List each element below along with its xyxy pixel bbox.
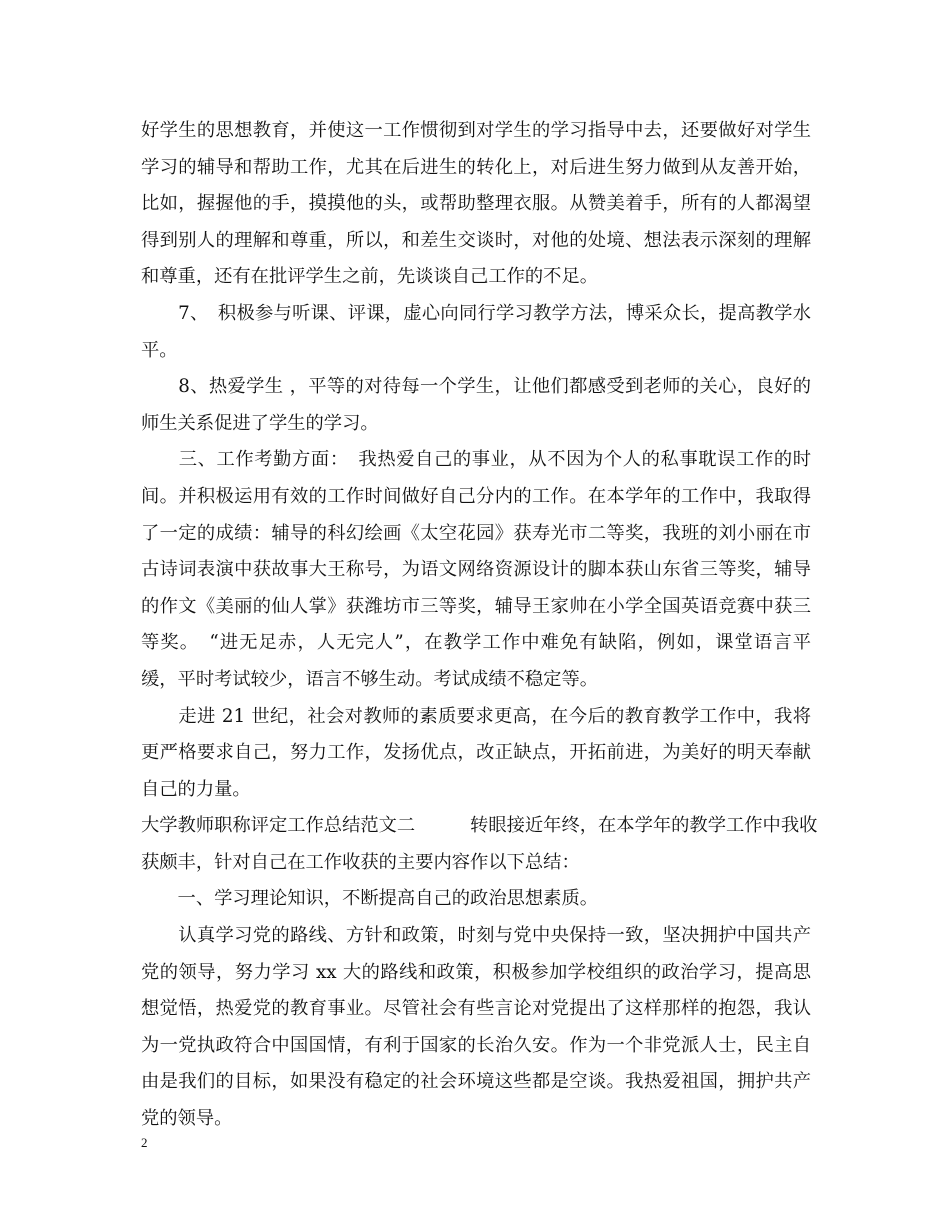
text-line: 认真学习党的路线、方针和政策，时刻与党中央保持一致，坚决拥护中国共产 — [141, 925, 811, 947]
text-line: 为一党执政符合中国国情，有利于国家的长治久安。作为一个非党派人士，民主自 — [141, 1034, 811, 1056]
text-line: 大学教师职称评定工作总结范文二 转眼接近年终，在本学年的教学工作中我收 — [141, 815, 818, 837]
text-line: 古诗词表演中获故事大王称号，为语文网络资源设计的脚本获山东省三等奖，辅导 — [141, 559, 811, 581]
text-line: 由是我们的目标，如果没有稳定的社会环境这些都是空谈。我热爱祖国，拥护共产 — [141, 1071, 811, 1093]
text-line: 想觉悟，热爱党的教育事业。尽管社会有些言论对党提出了这样那样的抱怨，我认 — [141, 998, 811, 1020]
page-number: 2 — [141, 1135, 148, 1150]
paragraph-item-7 — [141, 296, 811, 369]
text-line: 更严格要求自己，努力工作，发扬优点，改正缺点，开拓前进，为美好的明天奉献 — [141, 742, 811, 764]
text-line: 得到别人的理解和尊重，所以，和差生交谈时，对他的处境、想法表示深刻的理解 — [141, 229, 811, 251]
text-line: 间。并积极运用有效的工作时间做好自己分内的工作。在本学年的工作中，我取得 — [141, 485, 811, 507]
text-line: 师生关系促进了学生的学习。 — [141, 412, 379, 434]
text-line: 走进 21 世纪，社会对教师的素质要求更高，在今后的教育教学工作中，我将 — [141, 705, 811, 727]
paragraph-sample-two-heading — [141, 808, 818, 881]
text-line: 获颇丰，针对自己在工作收获的主要内容作以下总结： — [141, 851, 580, 873]
text-line: 的作文《美丽的仙人掌》获潍坊市三等奖，辅导王家帅在小学全国英语竞赛中获三 — [141, 595, 811, 617]
text-line: 自己的力量。 — [141, 778, 251, 800]
text-line: 7、 积极参与听课、评课，虚心向同行学习教学方法，博采众长，提高教学水 — [141, 302, 811, 324]
paragraph-student-guidance — [141, 113, 811, 296]
paragraph-party-study — [141, 918, 811, 1138]
text-line: 一、学习理论知识，不断提高自己的政治思想素质。 — [141, 888, 599, 910]
paragraph-attendance — [141, 442, 811, 698]
paragraph-section-one-heading — [141, 881, 811, 918]
text-line: 三、工作考勤方面： 我热爱自己的事业，从不因为个人的私事耽误工作的时 — [141, 449, 811, 471]
text-line: 党的领导。 — [141, 1108, 233, 1130]
text-line: 党的领导，努力学习 xx 大的路线和政策，积极参加学校组织的政治学习，提高思 — [141, 961, 811, 983]
text-line: 和尊重，还有在批评学生之前，先谈谈自己工作的不足。 — [141, 266, 599, 288]
document-body — [141, 113, 818, 1138]
text-line: 缓，平时考试较少，语言不够生动。考试成绩不稳定等。 — [141, 668, 599, 690]
text-line: 学习的辅导和帮助工作，尤其在后进生的转化上，对后进生努力做到从友善开始， — [141, 156, 811, 178]
text-line: 8、热爱学生 ，平等的对待每一个学生，让他们都感受到老师的关心，良好的 — [141, 376, 811, 398]
text-line: 了一定的成绩：辅导的科幻绘画《太空花园》获寿光市二等奖，我班的刘小丽在市 — [141, 522, 811, 544]
text-line: 比如，握握他的手，摸摸他的头，或帮助整理衣服。从赞美着手，所有的人都渴望 — [141, 193, 811, 215]
text-line: 等奖。 “进无足赤，人无完人”，在教学工作中难免有缺陷，例如，课堂语言平 — [141, 632, 811, 654]
text-line: 好学生的思想教育，并使这一工作惯彻到对学生的学习指导中去，还要做好对学生 — [141, 120, 811, 141]
paragraph-21st-century — [141, 699, 811, 809]
paragraph-item-8 — [141, 369, 811, 442]
text-line: 平。 — [141, 339, 178, 361]
